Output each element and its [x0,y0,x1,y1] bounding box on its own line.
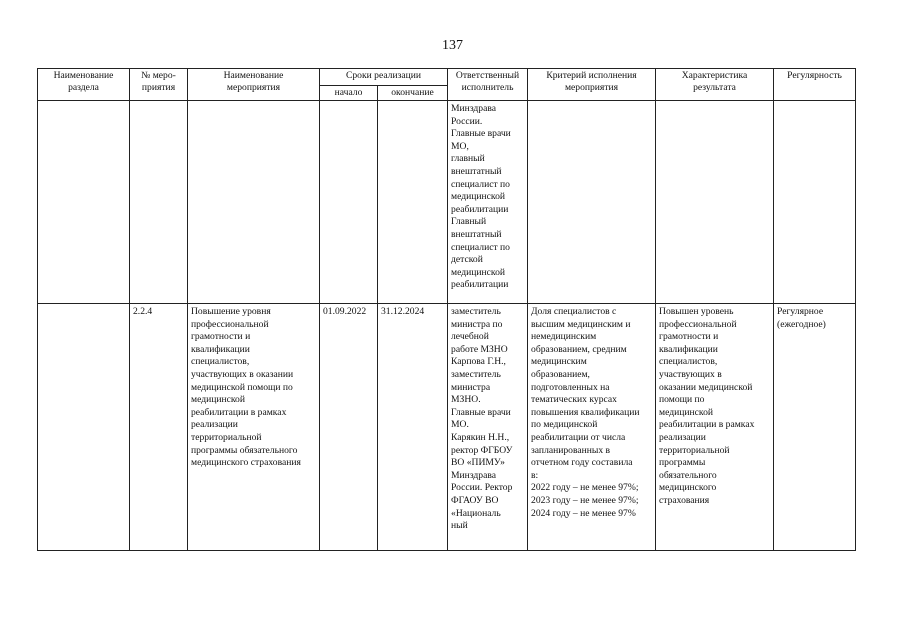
cell-result [656,101,774,304]
header-start: начало [320,86,378,101]
cell-item-number: 2.2.4 [130,304,188,551]
cell-section [38,304,130,551]
cell-section [38,101,130,304]
cell-criterion [528,101,656,304]
cell-result: Повышен уровень профессиональной грамотности и квалификации специалистов, участвующих в оказании медицинской помощи по медицинской реабилитации в рамках реализации территориальной программы обязательного медицинского страхования [656,304,774,551]
cell-regularity: Регулярное (ежегодное) [774,304,856,551]
cell-executor: заместитель министра по лечебной работе МЗНО Карпова Г.Н., заместитель министра МЗНО. Главные врачи МО. Карякин Н.Н., ректор ФГБОУ ВО «ПИМУ» Минздрава России. Ректор ФГАОУ ВО «Националь ный [448,304,528,551]
header-event-name: Наименование мероприятия [188,69,320,101]
header-criterion: Критерий исполнения мероприятия [528,69,656,101]
cell-end: 31.12.2024 [378,304,448,551]
activity-table [37,68,856,551]
page-number: 137 [442,38,463,53]
cell-executor: Минздрава России. Главные врачи МО, главный внештатный специалист по медицинской реабилитации Главный внештатный специалист по детской медицинской реабилитации [448,101,528,304]
cell-start [320,101,378,304]
cell-event-name [188,101,320,304]
cell-item-number [130,101,188,304]
cell-end [378,101,448,304]
header-executor: Ответственный исполнитель [448,69,528,101]
header-item-number: № меро- приятия [130,69,188,101]
table-row [38,101,856,304]
cell-criterion: Доля специалистов с высшим медицинским и немедицинским образованием, средним медицинским образованием, подготовленных на тематических курсах повышения квалификации по медицинской реабилитации от числа запланированных в отчетном году составила в: 2022 году – не менее 97%; 2023 году – не менее 97%; 2024 году – не менее 97% [528,304,656,551]
cell-regularity [774,101,856,304]
header-result: Характеристика результата [656,69,774,101]
header-regularity: Регулярность [774,69,856,101]
cell-event-name: Повышение уровня профессиональной грамотности и квалификации специалистов, участвующих в оказании медицинской помощи по медицинской реабилитации в рамках реализации территориальной программы обязательного медицинского страхования [188,304,320,551]
cell-start: 01.09.2022 [320,304,378,551]
table-row [38,304,856,551]
header-section-name: Наименование раздела [38,69,130,101]
header-end: окончание [378,86,448,101]
header-deadlines: Сроки реализации [320,69,448,86]
